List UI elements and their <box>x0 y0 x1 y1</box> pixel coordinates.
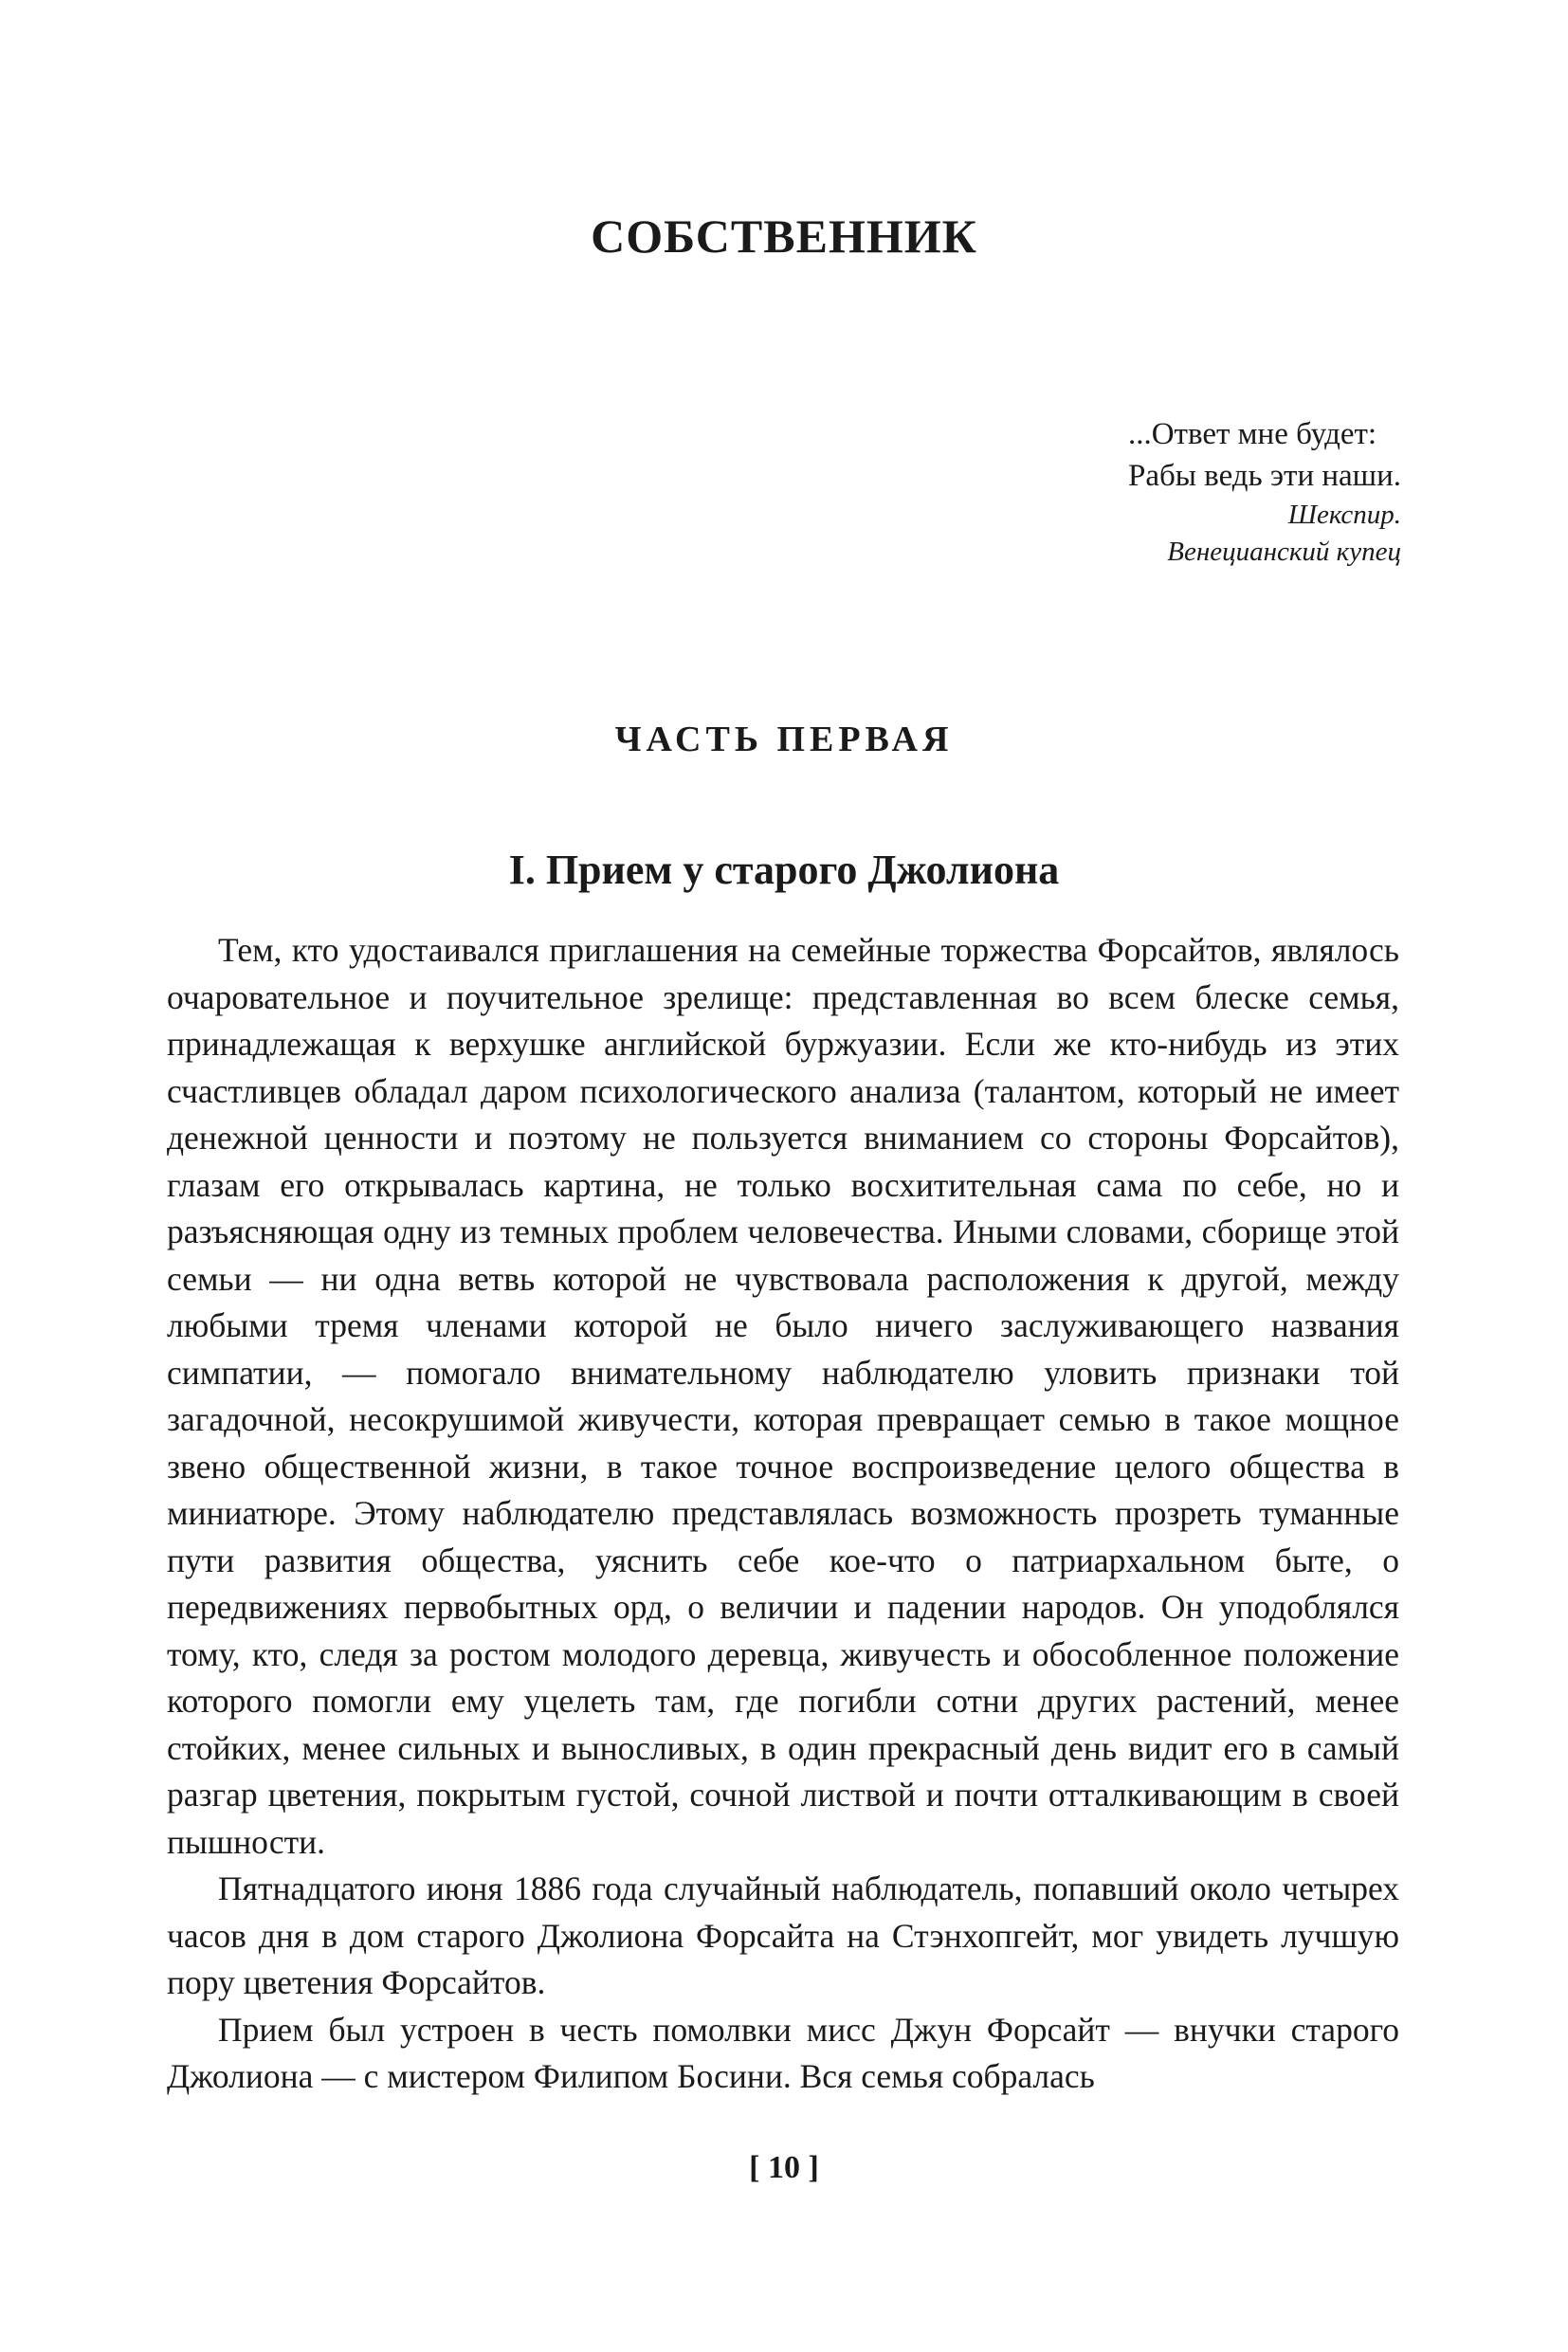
book-title: СОБСТВЕННИК <box>591 210 977 263</box>
body-text <box>167 927 1399 2101</box>
paragraph-3: Прием был устроен в честь помолвки мисс Джун Форсайт — внучки старого Джолиона — с мистером Филипом Босини. Вся семья собралась <box>167 2010 1399 2095</box>
chapter-title: I. Прием у старого Джолиона <box>508 847 1060 893</box>
epigraph-author: Шекспир. <box>1287 500 1401 530</box>
paragraph-2: Пятнадцатого июня 1886 года случайный наблюдатель, попавший около четырех часов дня в дом старого Джолиона Форсайта на Стэнхопгейт, мог увидеть лучшую пору цветения Форсайтов. <box>167 1869 1399 2001</box>
paragraph-1: Тем, кто удостаивался приглашения на семейные торжества Форсайтов, являлось очаровательное и поучительное зрелище: представленная во всем блеске семья, принадлежащая к верхушке английской буржуазии. Если же кто-нибудь из этих счастливцев обладал даром психологического анализа (талантом, который не имеет денежной ценности и поэтому не пользуется вниманием со стороны Форсайтов), глазам его открывалась картина, не только восхитительная сама по себе, но и разъясняющая одну из темных проблем человечества. Иными словами, сборище этой семьи — ни одна ветвь которой не чувствовала расположения к другой, между любыми тремя членами которой не было ничего заслуживающего названия симпатии, — помогало внимательному наблюдателю уловить признаки той загадочной, несокрушимой живучести, которая превращает семью в такое мощное звено общественной жизни, в такое точное воспроизведение целого общества в миниатюре. Этому наблюдателю представлялась возможность прозреть туманные пути развития общества, уяснить себе кое-что о патриархальном быте, о передвижениях первобытных орд, о величии и падении народов. Он уподоблялся тому, кто, следя за ростом молодого деревца, живучесть и обособленное положение которого помогли ему уцелеть там, где погибли сотни других растений, менее стойких, менее сильных и выносливых, в один прекрасный день видит его в самый разгар цветения, покрытым густой, сочной листвой и почти отталкивающим в своей пышности. <box>167 931 1399 1861</box>
epigraph-line-1: ...Ответ мне будет: <box>1127 417 1377 451</box>
epigraph-text <box>1128 413 1401 497</box>
epigraph-line-2: Рабы ведь эти наши. <box>1127 459 1401 493</box>
part-title: ЧАСТЬ ПЕРВАЯ <box>614 720 954 759</box>
epigraph <box>1128 413 1401 571</box>
epigraph-work: Венецианский купец <box>1167 537 1401 567</box>
page-number: [ 10 ] <box>749 2150 819 2185</box>
